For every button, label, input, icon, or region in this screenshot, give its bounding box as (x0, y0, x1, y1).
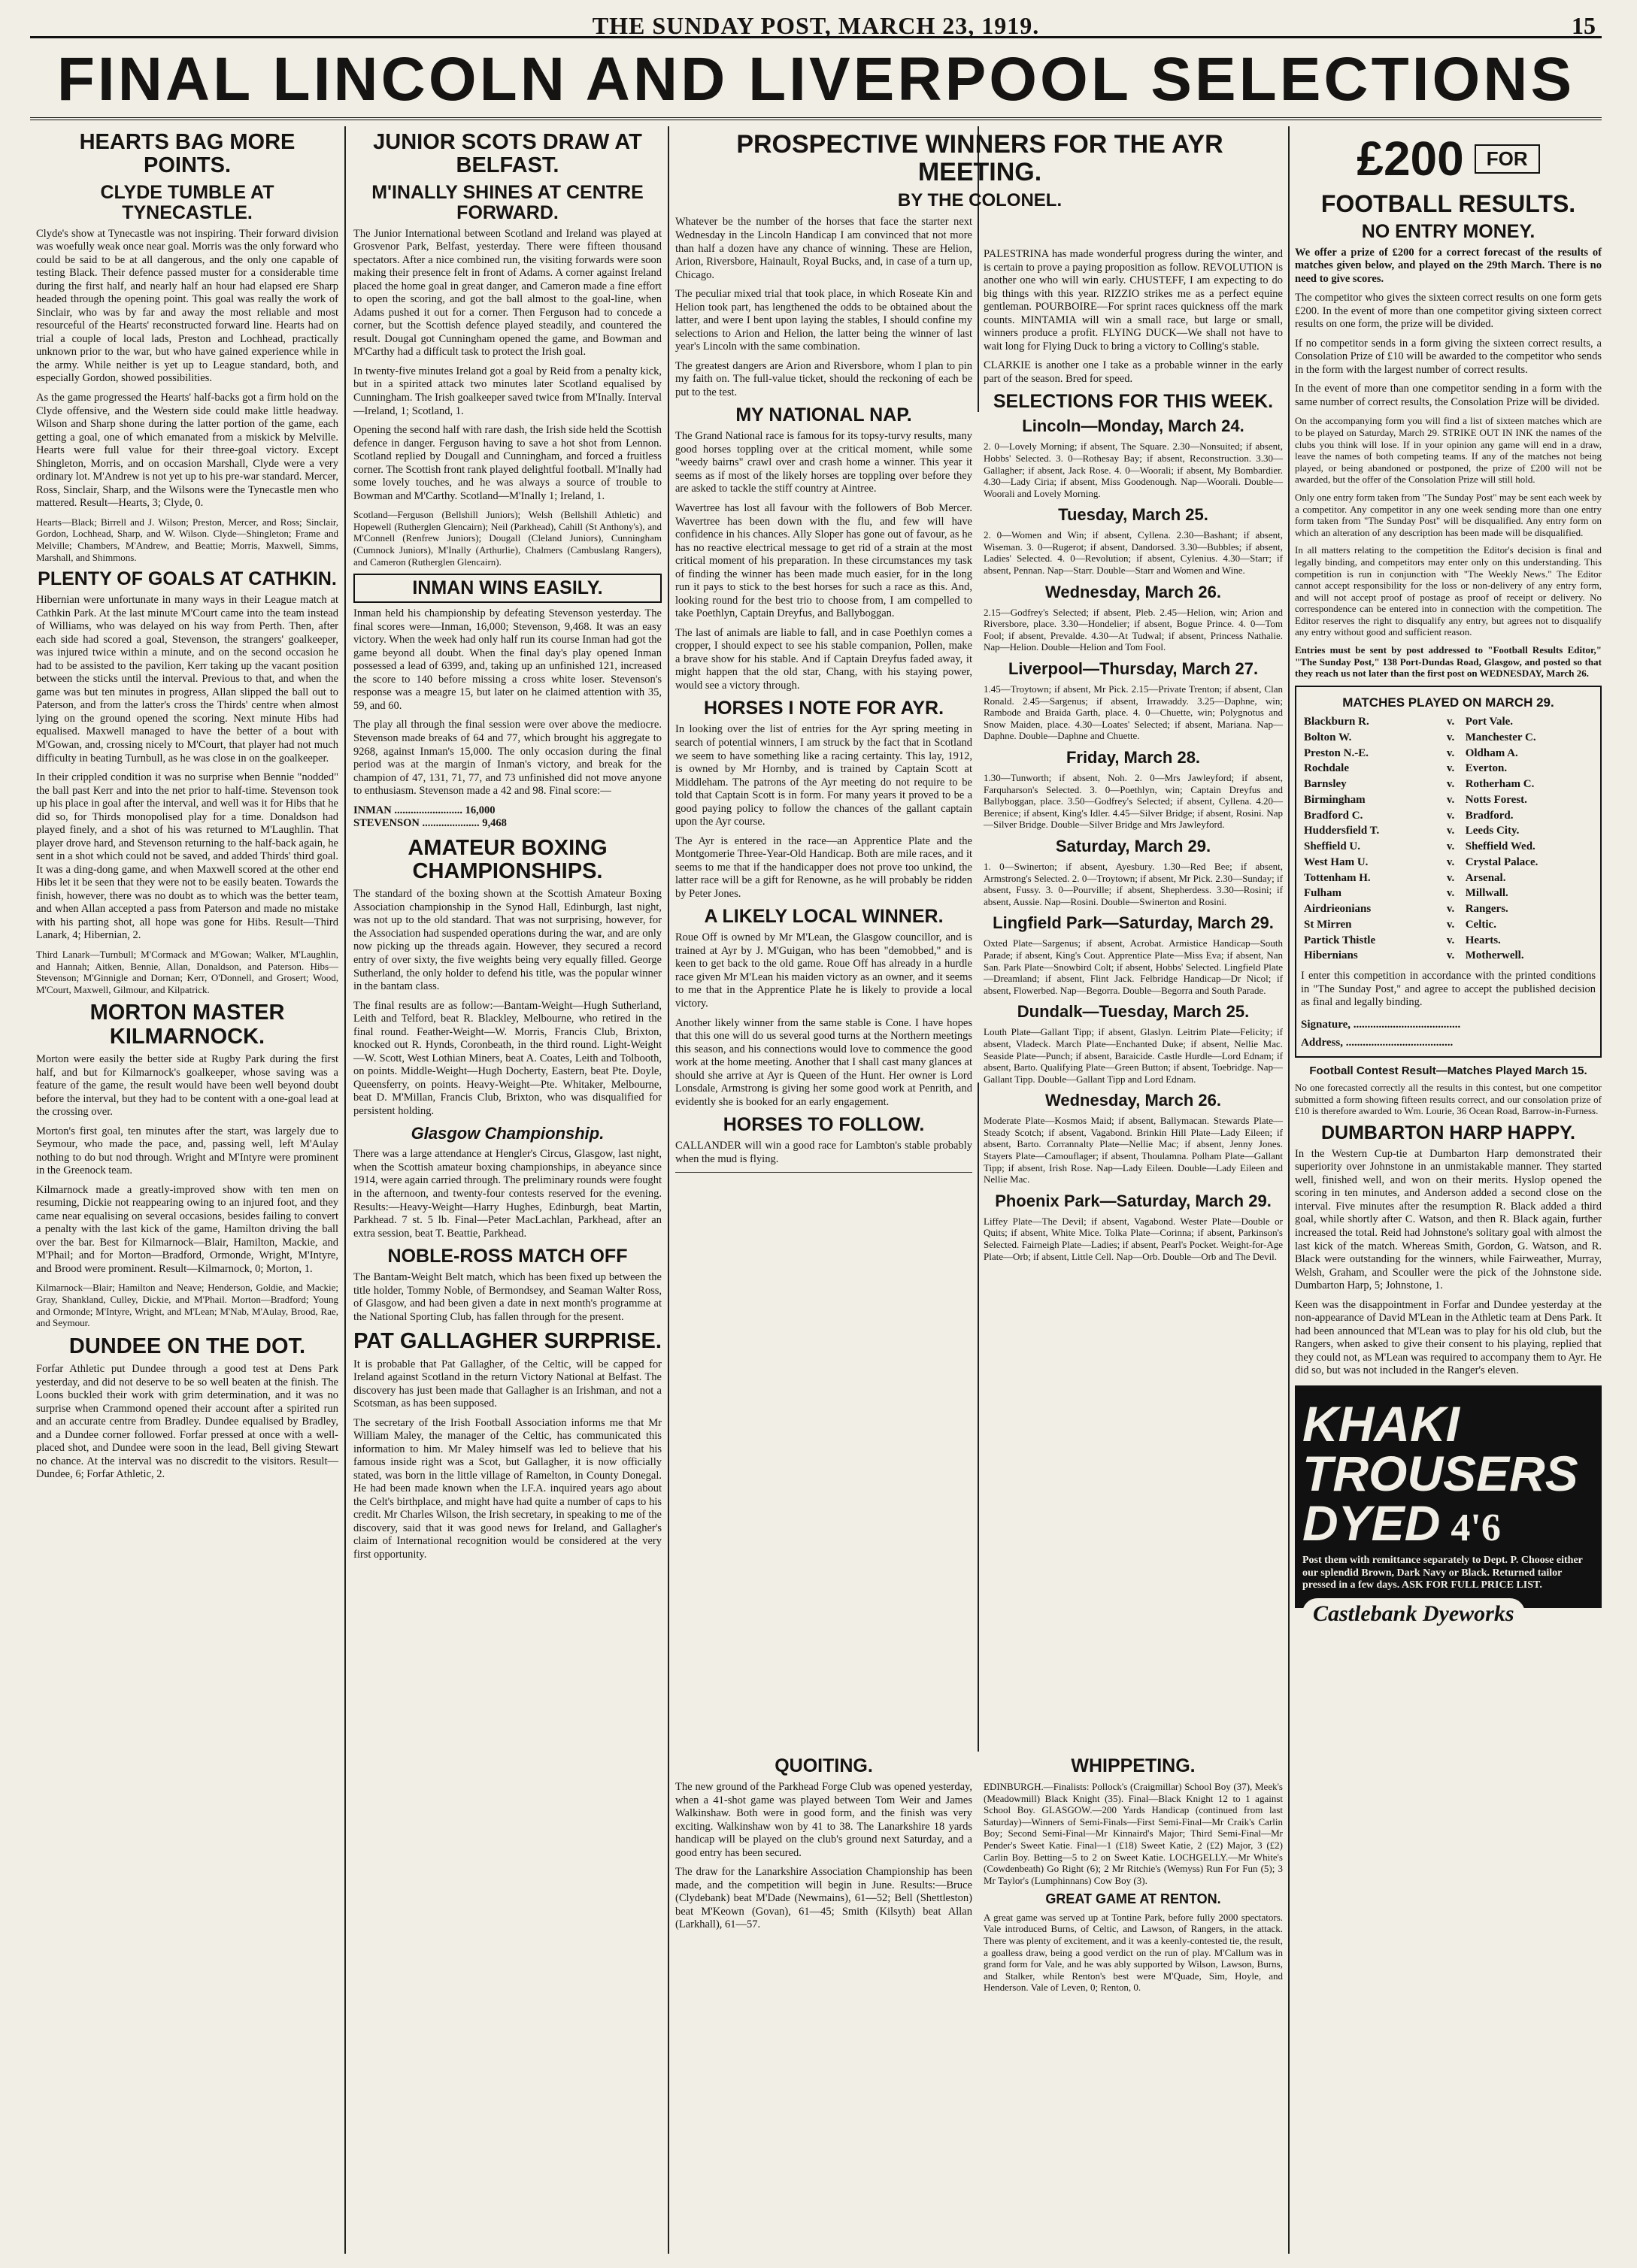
match-row[interactable] (1301, 933, 1596, 949)
match-row[interactable] (1301, 855, 1596, 871)
selection-list: Liffey Plate—The Devil; if absent, Vagabond. Wester Plate—Double or Quits; if absent, White Mice. Tolka Plate—Corinna; if absent, Parkinson's Selected. Fairneigh Plate—Ladies; if absent, Pearl's Pocket. Weight-for-Age Plate—Orb; if absent, Little Cell. Nap—Orb. Double—Orb and The Devil. (984, 1215, 1283, 1262)
versus: v. (1446, 918, 1455, 931)
article-paragraph: As the game progressed the Hearts' half-backs got a firm hold on the Clyde offensive, and the Western side could make little headway. Wilson and Sharp shone during the latter portion of the game, each getting a goal, one of which emanated from a miskick by Melville. Hearts were full value for their three-goal victory. Except Shingleton, Morris, and on occasion Marshall, Clyde were a very ordinary lot. M'Andrew is not yet up to his pre-war standard. Mercer, Ross, Sinclair, Sharp, and the Wilsons were the Tynecastle men who mattered. Result—Hearts, 3; Clyde, 0. (36, 392, 338, 510)
selection-list: Louth Plate—Gallant Tipp; if absent, Glaslyn. Leitrim Plate—Felicity; if absent, Vladeck. March Plate—Enchanted Duke; if absent, Nellie Mac. Seaside Plate—Punch; if absent, Baraicide. Castle Hurdle—Lord Ednam; if absent, Barto. Qualifying Plate—Green Button; if absent, Toebridge. Nap—Gallant Tipp. Double—Gallant Tipp and Lord Ednam. (984, 1026, 1283, 1085)
article-paragraph: Wavertree has lost all favour with the followers of Bob Mercer. Wavertree has been down with the flu, and few will have confidence in his chances. Ally Sloper has gone out of favour, as he has no reactive electrical message to get rid of a strain at the most critical moment of his preparation. In these circumstances my task of finding the winner has been made much easier, for in the long run it pays to stick to the best horses for such a race as this. And, looking round for the best trio to choose from, I am compelled to take Poethlyn, Captain Dreyfus, and Ballyboggan. (675, 502, 972, 620)
article-paragraph: The draw for the Lanarkshire Association Championship has been made, and the competition will begin in June. Results:—Bruce (Clydebank) beat M'Dade (Newmains), 61—52; Bell (Shettleston) beat M'Keown (Govan), 61—45; Smith (Kilsyth) beat Allan (Larkhall), 61—57. (675, 1866, 972, 1931)
home-team[interactable]: Barnsley (1304, 778, 1347, 791)
subhead-minally: M'INALLY SHINES AT CENTRE FORWARD. (371, 181, 644, 223)
versus: v. (1446, 871, 1455, 884)
selection-list: 2.15—Godfrey's Selected; if absent, Pleb. 2.45—Helion, win; Arion and Riversbore, place. 3.30—Hondelier; if absent, Bogue Prince. 4. 0—Tom Fool; if absent, Prevalde. 4.30—At Tudwal; if absent, Princess Nathalie. Nap—Helion. Double—Helion and Tom Fool. (984, 606, 1283, 653)
article-paragraph: EDINBURGH.—Finalists: Pollock's (Craigmillar) School Boy (37), Meek's (Meadowmill) Black Knight (35). Final—Black Knight 12 to 1 against School Boy. GLASGOW.—200 Yards Handicap (continued from last Saturday)—Winners of Semi-Finals—First Semi-Final—Mr Craik's Carlin Boy; Second Semi-Final—Mr Kinnaird's Major; Third Semi-Final—Mr Pender's Sweet Katie. Final—1 (£18) Sweet Katie, 2 (£2) Major, 3 (£2) Carlin Boy. Betting—5 to 2 on Sweet Katie. LOCHGELLY.—Mr White's (Cowdenbeath) Go Right (6); 2 Mr Ritchie's (Wemyss) Run For Fun (5); 3 Mr Taylor's (Lumphinnans) Cow Boy (3). (984, 1781, 1283, 1886)
home-team[interactable]: Rochdale (1304, 762, 1349, 775)
match-row[interactable] (1301, 746, 1596, 762)
headline-contest-result: Football Contest Result—Matches Played March 15. (1309, 1064, 1587, 1077)
match-row[interactable] (1301, 823, 1596, 839)
article-paragraph: Morton's first goal, ten minutes after the start, was largely due to Seymour, who made the pace, and, passing well, left M'Aulay nothing to do but nod through. Wright and M'Intyre were prominent in the Greenock team. (36, 1125, 338, 1177)
headline-junior-scots: JUNIOR SCOTS DRAW AT BELFAST. (373, 130, 642, 178)
masthead-title: THE SUNDAY POST, MARCH 23, 1919. (592, 12, 1040, 39)
headline-renton: GREAT GAME AT RENTON. (1045, 1891, 1221, 1907)
article-paragraph: The play all through the final session were over above the mediocre. Stevenson made breaks of 64 and 77, which brought his aggregate to 9268, against Inman's 15,000. The only occasion during the final period was at the margin of Inman's victory, and break for the champion of 47, 131, 71, 77, and 73 unfinished did not move anyone to enthusiasm. Stevenson made a 42 and 98. Final score:— (353, 719, 662, 798)
versus: v. (1446, 825, 1455, 837)
meeting-heading: Liverpool—Thursday, March 27. (1008, 659, 1259, 679)
versus: v. (1446, 840, 1455, 853)
meeting-heading: Dundalk—Tuesday, March 25. (1017, 1002, 1250, 1022)
article-paragraph: If no competitor sends in a form giving the sixteen correct results, a Consolation Prize of £10 will be awarded to the competitor who sends in the form with the largest number of correct results. (1295, 337, 1602, 376)
match-row[interactable] (1301, 948, 1596, 964)
match-row[interactable] (1301, 917, 1596, 933)
address-field[interactable]: Address, ...................................... (1301, 1036, 1454, 1049)
quoiting-block (675, 1752, 972, 1938)
selection-list: 1.45—Troytown; if absent, Mr Pick. 2.15—Private Trenton; if absent, Clan Ronald. 2.45—Sargenus; if absent, Irrawaddy. 3.25—Daphne, win; Rambode and Braida Garth, place. 4. 0—Chuette, win; Polygnotus and Snow Maiden, place. 4.30—Loates' Selected; if absent, Mariana. Nap—Daphne. Double—Daphne and Chuette. (984, 683, 1283, 742)
article-paragraph: In twenty-five minutes Ireland got a goal by Reid from a penalty kick, but in a spirited attack two minutes later Scotland equalised by Cunningham. The Irish goalkeeper saved twice from M'Inally. Interval—Ireland, 1; Scotland, 1. (353, 365, 662, 417)
away-team[interactable]: Rotherham C. (1465, 778, 1535, 791)
page-number: 15 (1572, 12, 1596, 39)
headline-dundee: DUNDEE ON THE DOT. (68, 1334, 306, 1358)
article-paragraph: Morton were easily the better side at Rugby Park during the first half, and but for Kilmarnock's goalkeeper, whose saving was a feature of the game, the result would have been well beyond doubt before the interval, but they had to be content with a one-goal lead at the crossing over. (36, 1052, 338, 1119)
article-paragraph: The greatest dangers are Arion and Riversbore, whom I plan to pin my faith on. The full-value ticket, should the reckoning of each be put to the test. (675, 359, 972, 398)
headline-inman: INMAN WINS EASILY. (353, 574, 662, 603)
match-row[interactable] (1301, 808, 1596, 824)
article-paragraph: Forfar Athletic put Dundee through a good test at Dens Park yesterday, and did not deserve to be so well beaten at the finish. The Loons buckled their work with grim determination, and it was no surprise when Crammond opened their account after a spirited run and an accurate centre from Bradley. Dundee equalised by Bradley, and a Dundee corner followed. Forfar pressed at once with a well-placed shot, and Dundee were soon in the lead, Bell giving Stewart no chance. At the interval was no discredit to the visitors. Result—Dundee, 6; Forfar Athletic, 2. (36, 1363, 338, 1481)
meeting-heading: Saturday, March 29. (1055, 836, 1211, 855)
selection-list: 2. 0—Lovely Morning; if absent, The Square. 2.30—Nonsuited; if absent, Hobbs' Selected. 3. 0—Rothesay Bay; if absent, Reconstruction. 3.30—Gallagher; if absent, Jack Rose. 4. 0—Woorali; if absent, My Bombardier. 4.30—Lady Ciria; if absent, Miss Goodenough. Nap—Woorali. Double—Woorali and Lovely Morning. (984, 441, 1283, 499)
team-lineups: Third Lanark—Turnbull; M'Cormack and M'Gowan; Walker, M'Laughlin, and Hannah; Aitken, Bennie, Allan, Donaldson, and Paterson. Hibs—Stevenson; M'Ginnigle and Dornan; Kerr, O'Donnell, and Grosert; Wood, M'Court, Maxwell, Gilmour, and Kilpatrick. (36, 948, 338, 995)
versus: v. (1446, 949, 1455, 962)
meeting-heading: Tuesday, March 25. (1058, 505, 1208, 525)
article-paragraph: Inman held his championship by defeating Stevenson yesterday. The final scores were—Inman, 16,000; Stevenson, 9,468. It was an easy victory. When the week had only half run its course Inman had got the game beyond all doubt. When the final day's play opened Inman possessed a lead of 6399, and, taking up an unfinished 121, increased the score to 140 before missing a cross white loser. Stevenson's response was a meagre 15, but later on he claimed attention with 35, 59, and 60. (353, 607, 662, 712)
subhead-clyde: CLYDE TUMBLE AT TYNECASTLE. (100, 181, 274, 223)
home-team[interactable]: Partick Thistle (1304, 934, 1376, 946)
meeting-heading: Lingfield Park—Saturday, March 29. (993, 913, 1274, 933)
advert-line: KHAKI (1302, 1395, 1460, 1452)
article-paragraph: The competitor who gives the sixteen correct results on one form gets £200. In the event of more than one competitor giving sixteen correct results on one form, the prize will be divided. (1295, 292, 1602, 331)
away-team[interactable]: Millwall. (1465, 887, 1508, 900)
article-paragraph: The Bantam-Weight Belt match, which has been fixed up between the title holder, Tommy Noble, of Bermondsey, and Seaman Walter Ross, of Glasgow, and had been given a date in next month's programme at the National Sporting Club, has fallen through for the present. (353, 1271, 662, 1323)
article-paragraph: The standard of the boxing shown at the Scottish Amateur Boxing Association championship in the Synod Hall, Edinburgh, last night, was not up to the old standard. That was not surprising, however, for the Association had suspended operations during the war, and are only now picking up the threads again. However, they secured a record entry of over sixty, the five weights being very equally filled. George Sutherland, the only holder to defend his title, was the popular winner in the bantam class. (353, 888, 662, 993)
article-paragraph: The new ground of the Parkhead Forge Club was opened yesterday, when a 41-shot game was played between Tom Weir and James Walkinshaw. Both were in good form, and the finish was very exciting. Walkinshaw won by 41 to 38. The Lanarkshire 18 yards handicap will be played on the club's ground next Saturday, and a good entry has been secured. (675, 1781, 972, 1859)
column-1 (36, 126, 338, 2254)
article-paragraph: Another likely winner from the same stable is Cone. I have hopes that this one will do us several good turns at the Northern meetings this season, and his connections would love to commence the good work at the home meeting. Another that I shall cast many glances at should she arrive at Ayr is Queen of the Hunt. Her owner is Lord Lonsdale, Armstrong is giving her some good work at Penrith, and evidently she is booked for an early engagement. (675, 1016, 972, 1108)
signature-field[interactable]: Signature, ...................................... (1301, 1018, 1461, 1031)
column-rule (1288, 126, 1290, 2254)
away-team[interactable]: Leeds City. (1465, 825, 1520, 837)
meeting-heading: Wednesday, March 26. (1045, 582, 1221, 601)
match-row[interactable] (1301, 901, 1596, 917)
headline-national-nap: MY NATIONAL NAP. (735, 404, 912, 426)
away-team[interactable]: Notts Forest. (1465, 793, 1527, 806)
article-paragraph: CALLANDER will win a good race for Lambton's stable probably when the mud is flying. (675, 1140, 972, 1165)
match-row[interactable] (1301, 839, 1596, 855)
masthead (30, 11, 1602, 38)
match-row[interactable] (1301, 886, 1596, 901)
away-team[interactable]: Rangers. (1465, 903, 1508, 916)
home-team[interactable]: Huddersfield T. (1304, 825, 1380, 837)
away-team[interactable]: Manchester C. (1465, 731, 1536, 743)
article-paragraph: A great game was served up at Tontine Park, before fully 2000 spectators. Vale introduced Burns, of Celtic, and Lawson, of Rangers, in the attack. There was plenty of excitement, and it was a keenly-contested tie, the result, a goalless draw, being a good verdict on the run of play. M'Callum was in grand form for Vale, and he was ably supported by Wilson, Lawson, Burns, and Stalker, while Renton's best were M'Quade, Sim, Hoyle, and Henderson. Vale of Leven, 0; Renton, 0. (984, 1911, 1283, 1994)
match-row[interactable] (1301, 777, 1596, 792)
article-paragraph: Only one entry form taken from "The Sunday Post" may be sent each week by a competitor. Any competitor in any one week sending more than one entry form taken from "The Sunday Post" will be disqualified. Any entry form on which an alteration of any description has been made will be disqualified. (1295, 491, 1602, 538)
advert-line: TROUSERS (1302, 1445, 1578, 1501)
article-paragraph: On the accompanying form you will find a list of sixteen matches which are to be played on Saturday, March 29. STRIKE OUT IN INK the names of the clubs you think will lose. If in your opinion any game will end in a draw, leave the names of both competing teams. If any of the matches not being played, or being abandoned or postponed, the prize of £200 will not be awarded, but the offer of the Consolation Prize will still hold. (1295, 415, 1602, 486)
away-team[interactable]: Port Vale. (1465, 716, 1514, 728)
article-paragraph: In all matters relating to the competition the Editor's decision is final and legally binding, and competitors may enter only on this understanding. This competition is run in conjunction with "The Weekly News." The Editor cannot accept responsibility for the loss or non-delivery of any entry form, and will not accept proof of postage as proof of receipt or delivery. No correspondence can be entered into in connection with the competition. The Editor reserves the right to disqualify any entry, but agrees not to disqualify any entry without good and sufficient reason. (1295, 544, 1602, 638)
article-paragraph: There was a large attendance at Hengler's Circus, Glasgow, last night, when the Scottish amateur boxing championships, in abeyance since 1914, were again carried through. The preliminary rounds were fought in the afternoon, and twenty-four contests reserved for the evening. Results:—Heavy-Weight—Harry Hughes, Edinburgh, beat Martin, Parkhead. 7 st. 5 lb. Final—Peter MacLachlan, Parkhead, after an extra session, beat T. Beattie, Parkhead. (353, 1148, 662, 1240)
score-line: INMAN ......................... 16,000 (353, 804, 496, 816)
home-team[interactable]: Birmingham (1304, 793, 1366, 806)
headline-dumbarton: DUMBARTON HARP HAPPY. (1320, 1122, 1575, 1143)
versus: v. (1446, 855, 1455, 868)
headline-selections: SELECTIONS FOR THIS WEEK. (993, 391, 1274, 413)
meeting-heading: Friday, March 28. (1066, 748, 1201, 767)
sports-band (675, 1752, 1283, 2254)
away-team[interactable]: Motherwell. (1465, 949, 1524, 962)
subhead-glasgow: Glasgow Championship. (411, 1124, 605, 1143)
article-paragraph: The Grand National race is famous for its topsy-turvy results, many good horses toppling over at the critical moment, while some "weedy bairns" crawl over and crash home a winner. This year it seems as if most of the likely horses are toppling over before they are asked to tackle the stiff country at Aintree. (675, 430, 972, 495)
article-paragraph: In looking over the list of entries for the Ayr spring meeting in search of potential winners, I am struck by the fact that in Scotland we seem to have something like a racing certainty. This lay, 1912, is owned by Mr Hornby, and is trained by Captain Scott at Middleham. The patrons of the Ayr meeting do not require to be told that Captain Scott is in form. For many years it proved to be a good paying policy to follow the chances of the gallant captain upon the Ayr course. (675, 723, 972, 828)
selection-list: Moderate Plate—Kosmos Maid; if absent, Ballymacan. Stewards Plate—Steady Scotch; if absent, Vagabond. Brinkin Hill Plate—Lady Eileen; if absent, Barto. Corrannalty Plate—Nellie Mac; if absent, Jenny Jones. Stayers Plate—Camouflager; if absent, Thoulamna. Polham Plate—Gallant Tipp; if absent, Irish Rose. Nap—Lady Eileen. Double—Lady Eileen and Nellie Mac. (984, 1115, 1283, 1185)
score-line: STEVENSON ..................... 9,468 (353, 817, 507, 830)
column-rule (668, 126, 669, 2254)
home-team[interactable]: Bolton W. (1304, 731, 1352, 743)
whippeting-block (984, 1752, 1283, 2000)
home-team[interactable]: Sheffield U. (1304, 840, 1360, 853)
form-declaration: I enter this competition in accordance with the printed conditions in "The Sunday Post," and agree to accept the published decision as final and legally binding. (1301, 970, 1596, 1009)
away-team[interactable]: Celtic. (1465, 918, 1496, 931)
divider (675, 1172, 972, 1173)
away-team[interactable]: Bradford. (1465, 809, 1514, 822)
headline-hearts: HEARTS BAG MORE POINTS. (79, 130, 296, 178)
selection-list: 1.30—Tunworth; if absent, Noh. 2. 0—Mrs Jawleyford; if absent, Farquharson's Selected. 3. 0—Poethlyn, win; Captain Dreyfus and Ballyboggan, place. 3.50—Godfrey's Selected; if absent, Cyllena. 4.20—Berenice; if absent, King's Idler. 4.45—Silver Bridge; if absent, Rosini. Nap—Silver Bridge. Double—Silver Bridge and Mrs Jawleyford. (984, 772, 1283, 831)
home-team[interactable]: St Mirren (1304, 918, 1352, 931)
article-paragraph: The Junior International between Scotland and Ireland was played at Grosvenor Park, Belfast, yesterday. There were fifteen thousand spectators. After a nice combined run, the visiting forwards were soon making their presence felt in front of Adams. A corner against Ireland placed the home goal in great danger, and Cameron made a fine effort to open the scoring, and got the ball almost to the goal-line, when Adams pushed it out for a corner. Then Ferguson had to concede a corner, but the Scottish defence played steadily, and countered the result. Dougal got Cunningham opened the game, and Bowman and M'Carthy had a difficult task to protect the Irish goal. (353, 227, 662, 359)
versus: v. (1446, 731, 1455, 743)
selection-list: 1. 0—Swinerton; if absent, Ayesbury. 1.30—Red Bee; if absent, Armstrong's Selected. 2. 0—Troytown; if absent, Mr Pick. 2.30—Sunday; if absent, Fussy. 3. 0—Pourville; if absent, Shepherdess. 3.30—Rosini; if absent, Aussie. Nap—Rosini. Double—Swinerton and Rosini. (984, 860, 1283, 907)
entry-form (1295, 686, 1602, 1058)
column-rule (344, 126, 346, 2254)
headline-horses-ayr: HORSES I NOTE FOR AYR. (703, 698, 944, 719)
away-team[interactable]: Oldham A. (1465, 746, 1518, 759)
versus: v. (1446, 746, 1455, 759)
away-team[interactable]: Arsenal. (1465, 871, 1506, 884)
headline-local-winner: A LIKELY LOCAL WINNER. (704, 906, 944, 928)
article-paragraph: We offer a prize of £200 for a correct forecast of the results of matches given below, and played on the 29th March. There is no need to give scores. (1295, 246, 1602, 285)
versus: v. (1446, 778, 1455, 791)
away-team[interactable]: Sheffield Wed. (1465, 840, 1535, 853)
home-team[interactable]: Bradford C. (1304, 809, 1363, 822)
selection-list: Oxted Plate—Sargenus; if absent, Acrobat. Armistice Handicap—South Parade; if absent, King's Cout. Apprentice Plate—Miss Eva; if absent, Nan San. Park Plate—Snowbird Colt; if absent, Hobbs' Selected. Lingfield Plate—Dreamland; if absent, Flint Jack. Felbridge Handicap—Dr Nicol; if absent, Flowerbed. Nap—Begorra. Double—Begorra and South Parade. (984, 937, 1283, 996)
headline-morton: MORTON MASTER KILMARNOCK. (89, 1001, 285, 1049)
article-paragraph: Entries must be sent by post addressed to "Football Results Editor," "The Sunday Post," 138 Port-Dundas Road, Glasgow, and posted so that they reach us not later than the first post on WEDNESDAY, March 26. (1295, 644, 1602, 680)
article-paragraph: In the Western Cup-tie at Dumbarton Harp demonstrated their superiority over Johnstone in an unmistakable manner. They started well, finished well, and won on their merits. Hyslop opened the scoring in ten minutes, and Anderson added a second close on the interval. Five minutes after the resumption R. Black added a third goal, while shortly after C. Watson, and then R. Black again, further increased the total. Reid had Johnstone's solitary goal with almost the last kick of the match. Whereas Smith, Gordon, G. Watson, and R. Black were outstanding for the winners, while Fairweather, Murray, Welsh, Graham, and Scouller were the pick of the Johnstone side. Dumbarton Harp, 5; Johnstone, 1. (1295, 1147, 1602, 1292)
meeting-heading: Wednesday, March 26. (1045, 1091, 1221, 1110)
prize-header (1295, 131, 1602, 186)
team-lineups: Hearts—Black; Birrell and J. Wilson; Preston, Mercer, and Ross; Sinclair, Gordon, Lochhead, Sharp, and W. Wilson. Clyde—Shingleton; Frame and Melville; Chambers, M'Andrew, and Beattie; Morris, Maxwell, Simms, Marshall, and Shimmons. (36, 516, 338, 563)
headline-horses-follow: HORSES TO FOLLOW. (723, 1114, 925, 1136)
article-paragraph: Clyde's show at Tynecastle was not inspiring. Their forward division was woefully weak once near goal. Morris was the only forward who could be said to be at all dangerous, and the only one capable of testing Black. Their defence passed muster for a considerable time during the first half, and nearly half an hour had elapsed ere Sharp headed through the opening point. This goal was really the work of Sinclair, who was by far and away the most reliable and most resourceful of the Hearts' reconstructed forward line. Hearts had on trial a couple of local lads, Preston and Lochhead, practically unknown prior to the war, but who have gained experience while in the army. While neither is yet up to League standard, both, and especially Gordon, showed possibilities. (36, 227, 338, 385)
article-paragraph: The last of animals are liable to fall, and in case Poethlyn comes a cropper, I should expect to see his stable companion, Pollen, make a brave show for his stable. And if Captain Dreyfus faded away, it might happen that the old star, Chang, with his staying power, would see a victory through. (675, 626, 972, 692)
article-paragraph: It is probable that Pat Gallagher, of the Celtic, will be capped for Ireland against Scotland in the return Victory National at Belfast. The discovery has just been made that Gallagher is an Irishman, and not a Scotsman, as has been supposed. (353, 1358, 662, 1410)
versus: v. (1446, 887, 1455, 900)
article-paragraph: The final results are as follow:—Bantam-Weight—Hugh Sutherland, Leith and Telford, beat R. Blackley, Melbourne, who retired in the final round. Feather-Weight—W. Morris, Francis Club, Brixton, knocked out R. Hynds, Coronbeath, in the third round. Light-Weight—W. Scott, West Lothian Miners, beat A. Coates, Leith and Tolbooth, on points. Middle-Weight—Hugh Docherty, Eastern, beat Pte. Doyle, Queensferry, on points. Heavy-Weight—Pte. Whitaker, Melbourne, beat D. M'Millan, Francis Club, Brixton, who was disqualified for persistent holding. (353, 999, 662, 1117)
article-paragraph: In the event of more than one competitor sending in a form with the same number of correct results, the Consolation Prize will be divided. (1295, 383, 1602, 408)
headline-cathkin: PLENTY OF GOALS AT CATHKIN. (38, 568, 337, 590)
meeting-heading: Lincoln—Monday, March 24. (1022, 416, 1244, 436)
team-lineups: Kilmarnock—Blair; Hamilton and Neave; Henderson, Goldie, and Mackie; Gray, Shankland, Culley, Dickie, and M'Phail. Morton—Bradford; Young and Ormonde; M'Intyre, Wright, and M'Lean; M'Nab, M'Aulay, Brood, Rae, and Seymour. (36, 1282, 338, 1329)
article-paragraph: The secretary of the Irish Football Association informs me that Mr William Maley, the manager of the Celtic, has communicated this information to him. Mr Maley himself was led to believe that his famous inside right was a Scot, but Gallagher, it is now officially stated, was born in the little village of Ramelton, in County Donegal. He had been made known when the I.F.A. inquired years ago about the Celt's birthplace, and might have had quite a number of caps to his credit. Mr Charles Wilson, the Irish secretary, in speaking to me of the discovery, said that it was good news for Ireland, and Gallagher's claim of International recognition would be considered at the very first opportunity. (353, 1416, 662, 1561)
match-row[interactable] (1301, 792, 1596, 808)
home-team[interactable]: Fulham (1304, 887, 1342, 900)
article-paragraph: PALESTRINA has made wonderful progress during the winter, and is certain to prove a paying proposition as follow. REVOLUTION is another one who will win early. CHUSTEFF, I am expecting to do big things with this year. RIZZIO strikes me as a perfect equine gentleman. POURBOIRE—For sprint races quickness off the mark counts. MINTAMIA will win a small race, but large or small, winners produce a profit. FLYING DUCK—We shall not have to wait long for Flying Duck to bring a victory to Colling's stable. (984, 248, 1283, 353)
headline-noble-ross: NOBLE-ROSS MATCH OFF (387, 1246, 628, 1267)
advert-line: DYED (1302, 1494, 1441, 1551)
banner-headline: FINAL LINCOLN AND LIVERPOOL SELECTIONS (30, 42, 1602, 120)
home-team[interactable]: Airdrieonians (1304, 903, 1372, 916)
headline-quoiting: QUOITING. (775, 1755, 873, 1776)
home-team[interactable]: Hibernians (1304, 949, 1358, 962)
article-paragraph: Roue Off is owned by Mr M'Lean, the Glasgow councillor, and is trained at Ayr by J. M'Guigan, who has been "demobbed," and is keen to get back to the old game. Roue Off has already in a hurdle race given Mr M'Lean his maiden victory as an owner, and it seems to me that in the Apprentice Plate he is likely to provide a local victory. (675, 931, 972, 1010)
meeting-heading: Phoenix Park—Saturday, March 29. (995, 1191, 1272, 1210)
prize-amount: £200 (1357, 132, 1464, 186)
headline-boxing: AMATEUR BOXING CHAMPIONSHIPS. (408, 835, 608, 884)
versus: v. (1446, 934, 1455, 946)
matches-table (1301, 714, 1596, 964)
article-paragraph: Kilmarnock made a greatly-improved show with ten men on resuming, Dickie not reappearing owing to an injured foot, and they came near equalising on several occasions, besides failing to convert a penalty with the last kick of the game, Hamilton driving the ball over the bar. Best for Kilmarnock—Blair, Hamilton, Mackie, and M'Phail; and for Morton—Bradford, Ormonde, Wright, M'Intyre, and Brood were prominent. Result—Kilmarnock, 0; Morton, 1. (36, 1183, 338, 1275)
match-row[interactable] (1301, 761, 1596, 777)
versus: v. (1446, 903, 1455, 916)
article-paragraph: CLARKIE is another one I take as a probable winner in the early part of the season. Bred for speed. (984, 359, 1283, 385)
away-team[interactable]: Hearts. (1465, 934, 1501, 946)
home-team[interactable]: Preston N.-E. (1304, 746, 1369, 759)
advert-price: 4'6 (1451, 1506, 1501, 1549)
away-team[interactable]: Crystal Palace. (1465, 855, 1538, 868)
home-team[interactable]: Tottenham H. (1304, 871, 1371, 884)
team-lineups: Scotland—Ferguson (Bellshill Juniors); Welsh (Bellshill Athletic) and Hopewell (Rutherglen Glencairn); Neil (Parkhead), Cahill (St Anthony's), and M'Connell (Renfrew Juniors); Dougall (Cleland Juniors), Cunningham (Cumnock Juniors), M'Inally (Arthurlie), Chalmers (Cambuslang Rangers), and Cameron (Rutherglen Glencairn). (353, 509, 662, 568)
column-2 (353, 126, 662, 2254)
article-paragraph: No one forecasted correctly all the results in this contest, but one competitor submitted a form showing fifteen results correct, and our consolation prize of £10 is therefore awarded to Wm. Lourie, 36 Ocean Road, Barrow-in-Furness. (1295, 1082, 1602, 1117)
byline: BY THE COLONEL. (897, 190, 1063, 211)
match-row[interactable] (1301, 730, 1596, 746)
match-row[interactable] (1301, 871, 1596, 886)
article-paragraph: In their crippled condition it was no surprise when Bennie "nodded" the ball past Kerr and into the net prior to half-time. Stevenson took up his place in goal after the interval, and well was it for Hibs that he did so, for Thirds monopolised play for a time. Donaldson had played finely, and a shot of his was returned to M'Laughlin. That player drove hard, and Stevenson returning to the half-back again, he sent in a shot which could not be saved, and added Thirds' third goal. It was a ding-dong game, and when Maxwell scored at the other end Hibs let it be seen that they were not to be easily beaten. Towards the finish, however, there was no doubt as to which was the better team, and when Allan accepted a pass from Paterson and made no mistake with his parting shot, all hope was gone for Hibs. Result—Third Lanark, 4; Hibernian, 2. (36, 771, 338, 942)
home-team[interactable]: Blackburn R. (1304, 716, 1369, 728)
advert-text: Post them with remittance separately to Dept. P. Choose either our splendid Brown, Dark Navy or Black. Returned tailor pressed in a few days. ASK FOR FULL PRICE LIST. (1302, 1554, 1583, 1591)
article-paragraph: The Ayr is entered in the race—an Apprentice Plate and the Montgomerie Three-Year-Old Handicap. Both are mile races, and it seems to me that if the handicapper does not prove too unkind, the latter race will be a gift for Renowne, as he will probably be ridden by Peter Jones. (675, 834, 972, 900)
headline-football-results: FOOTBALL RESULTS. (1320, 190, 1576, 217)
prize-for-label: FOR (1475, 144, 1540, 174)
selection-list: 2. 0—Women and Win; if absent, Cyllena. 2.30—Bashant; if absent, Wiseman. 3. 0—Rugerot; if absent, Dandorsed. 3.30—Bubbles; if absent, Ladies' Selected. 4. 0—Revolution; if absent, Cylenius. 4.30—Starr; if absent, Pennan. Nap—Starr. Double—Starr and Women and Wine. (984, 529, 1283, 577)
versus: v. (1446, 793, 1455, 806)
home-team[interactable]: West Ham U. (1304, 855, 1369, 868)
versus: v. (1446, 809, 1455, 822)
column-5 (1295, 126, 1602, 2254)
headline-whippeting: WHIPPETING. (1071, 1755, 1196, 1776)
match-row[interactable] (1301, 714, 1596, 730)
matches-heading: MATCHES PLAYED ON MARCH 29. (1342, 695, 1554, 710)
article-paragraph: Opening the second half with rare dash, the Irish side held the Scottish defence in danger. Ferguson having to save a hot shot from Lennon. Scotland replied by Dougall and Cunningham, and forced a fruitless corner. The Scottish front rank played delightful football. M'Inally had some lovely touches, and he was always a source of trouble to Bowman and M'Carthy. Scotland—M'Inally 1; Ireland, 1. (353, 424, 662, 502)
headline-ayr: PROSPECTIVE WINNERS FOR THE AYR MEETING. (736, 130, 1223, 186)
advert-brand: Castlebank Dyeworks (1302, 1598, 1525, 1630)
article-paragraph: Whatever be the number of the horses that face the starter next Wednesday in the Lincoln Handicap I am convinced that not more than half a dozen have any chance of winning. These are Helion, Arion, Riversbore, Hainault, Royal Bucks, and, in case of a turn up, Chicago. (675, 216, 972, 281)
headline-no-entry: NO ENTRY MONEY. (1361, 220, 1535, 242)
article-paragraph: Keen was the disappointment in Forfar and Dundee yesterday at the non-appearance of David M'Lean in the Athletic team at Dens Park. It had been announced that M'Lean was to play for his old club, but the Rangers, when asked to give their consent to his playing, replied that they could not, as M'Lean was required to accompany them to Ayr. He did so, but was not included in the Ranger's eleven. (1295, 1298, 1602, 1377)
headline-gallagher: PAT GALLAGHER SURPRISE. (353, 1329, 662, 1354)
versus: v. (1446, 762, 1455, 775)
article-paragraph: Hibernian were unfortunate in many ways in their League match at Cathkin Park. At the last minute M'Court came into the team instead of Williams, who was delayed on his way from Perth. Then, after each side had scored a goal, Stevenson, the strangers' goalkeeper, was injured twice within a minute, and on the second occasion he had to be assisted to the pavilion, Kerr taking up the vacant position between the sticks until the interval. Previous to that, and when the game was but ten minutes in progress, Allan slipped the ball out to Paterson, and from the latter's cross the Thirds' centre when almost lying on the ground opened the scoring. Next minute Hibs had equalised. Maxwell managed to have the better of a bout with M'Gowan, and, crossing nicely to M'Court, that player had not much difficulty in beating Turnbull, as he was close in on the goalkeeper. (36, 594, 338, 765)
khaki-trousers-advert (1295, 1385, 1602, 1627)
article-paragraph: The peculiar mixed trial that took place, in which Roseate Kin and Helion took part, has lengthened the odds to be obtained about the latter, and were I bent upon laying the stables, I should confine my selections to Arion and Helion, the latter being the winner of last year's Lincoln with the same combination. (675, 288, 972, 353)
versus: v. (1446, 716, 1455, 728)
away-team[interactable]: Everton. (1465, 762, 1508, 775)
